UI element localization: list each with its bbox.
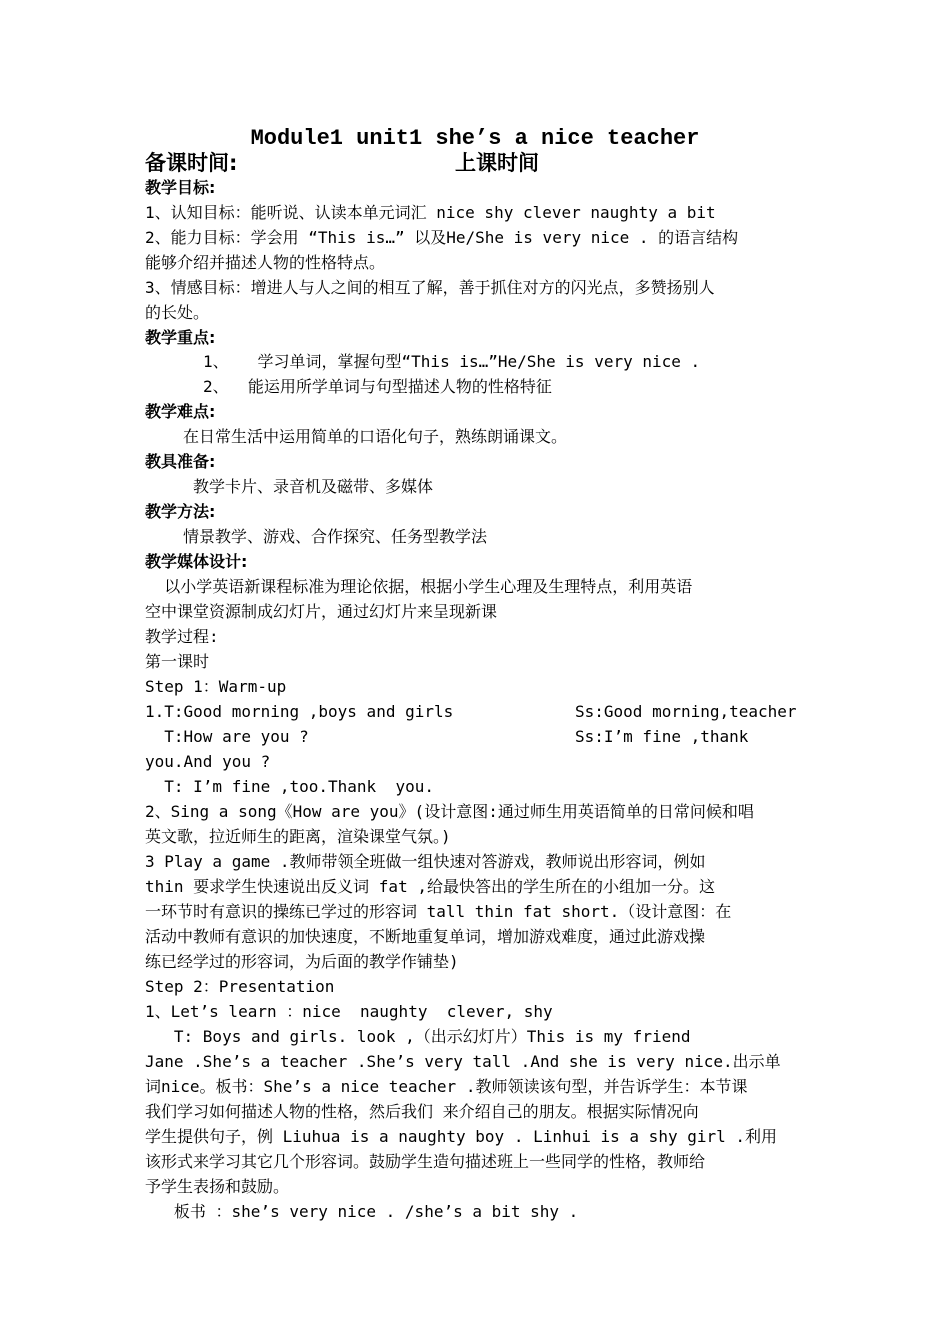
dialogue-teacher-1: 1.T:Good morning ,boys and girls — [145, 702, 454, 721]
game-line-a: 3 Play a game .教师带领全班做一组快速对答游戏，教师说出形容词，例如 — [145, 852, 706, 871]
learn-line-6: 学生提供句子，例 Liuhua is a naughty boy . Linhui is a shy girl .利用 — [145, 1127, 778, 1146]
dialogue-teacher-2: T:How are you ? — [145, 727, 309, 746]
dialogue-students-1: Ss:Good morning,teacher — [575, 702, 797, 721]
learn-line-3: Jane .She’s a teacher .She’s very tall .And she is very nice.出示单 — [145, 1052, 781, 1071]
objective-1: 1、认知目标：能听说、认读本单元词汇 nice shy clever naughty a bit — [145, 203, 716, 222]
methods-heading: 教学方法: — [145, 502, 216, 521]
learn-line-1: 1、Let’s learn ：nice naughty clever, shy — [145, 1002, 553, 1021]
step-1: Step 1：Warm-up — [145, 677, 287, 696]
media-heading: 教学媒体设计: — [145, 552, 248, 571]
lesson-label: 第一课时 — [145, 652, 210, 671]
process-heading: 教学过程: — [145, 627, 219, 646]
methods-text: 情景教学、游戏、合作探究、任务型教学法 — [183, 527, 488, 546]
learn-line-5: 我们学习如何描述人物的性格，然后我们 来介绍自己的朋友。根据实际情况向 — [145, 1102, 699, 1121]
dialogue-line-3: you.And you ? — [145, 752, 271, 771]
difficulty-heading: 教学难点: — [145, 402, 216, 421]
key-points-heading: 教学重点: — [145, 328, 216, 347]
objective-3b: 的长处。 — [145, 303, 210, 322]
sing-line-a: 2、Sing a song《How are you》(设计意图:通过师生用英语简单的日常问候和唱 — [145, 802, 754, 821]
dialogue-students-2: Ss:I’m fine ,thank — [575, 727, 749, 746]
document-title: Module1 unit1 she’s a nice teacher — [250, 126, 700, 151]
prep-time-label: 备课时间: — [145, 151, 238, 175]
learn-line-7: 该形式来学习其它几个形容词。鼓励学生造句描述班上一些同学的性格，教师给 — [145, 1152, 706, 1171]
objective-2a: 2、能力目标：学会用 “This is…” 以及He/She is very nice . 的语言结构 — [145, 228, 739, 247]
key-point-2: 2、 能运用所学单词与句型描述人物的性格特征 — [203, 377, 552, 396]
step-2: Step 2：Presentation — [145, 977, 335, 996]
game-line-d: 活动中教师有意识的加快速度，不断地重复单词，增加游戏难度，通过此游戏操 — [145, 927, 706, 946]
objectives-heading: 教学目标: — [145, 178, 216, 197]
game-line-c: 一环节时有意识的操练已学过的形容词 tall thin fat short.（设计意图：在 — [145, 902, 732, 921]
class-time-label: 上课时间 — [455, 151, 539, 175]
board-text: 板书 ：she’s very nice . /she’s a bit shy . — [145, 1202, 579, 1221]
objective-2b: 能够介绍并描述人物的性格特点。 — [145, 253, 386, 272]
tools-heading: 教具准备: — [145, 452, 216, 471]
difficulty-text: 在日常生活中运用简单的口语化句子，熟练朗诵课文。 — [183, 427, 568, 446]
dialogue-line-4: T: I’m fine ,too.Thank you. — [145, 777, 434, 796]
media-text-b: 空中课堂资源制成幻灯片，通过幻灯片来呈现新课 — [145, 602, 498, 621]
objective-3a: 3、情感目标：增进人与人之间的相互了解，善于抓住对方的闪光点，多赞扬别人 — [145, 278, 715, 297]
learn-line-2: T: Boys and girls. look ,（出示幻灯片）This is my friend — [145, 1027, 691, 1046]
learn-line-4: 词nice。板书：She’s a nice teacher .教师领读该句型，并告诉学生：本节课 — [145, 1077, 748, 1096]
sing-line-b: 英文歌，拉近师生的距离，渲染课堂气氛。) — [145, 827, 451, 846]
media-text-a: 以小学英语新课程标准为理论依据，根据小学生心理及生理特点，利用英语 — [145, 577, 693, 596]
game-line-e: 练已经学过的形容词，为后面的教学作铺垫) — [145, 952, 459, 971]
tools-text: 教学卡片、录音机及磁带、多媒体 — [193, 477, 434, 496]
key-point-1: 1、 学习单词，掌握句型“This is…”He/She is very nice . — [203, 352, 701, 371]
game-line-b: thin 要求学生快速说出反义词 fat ,给最快答出的学生所在的小组加一分。这 — [145, 877, 715, 896]
learn-line-8: 予学生表扬和鼓励。 — [145, 1177, 290, 1196]
